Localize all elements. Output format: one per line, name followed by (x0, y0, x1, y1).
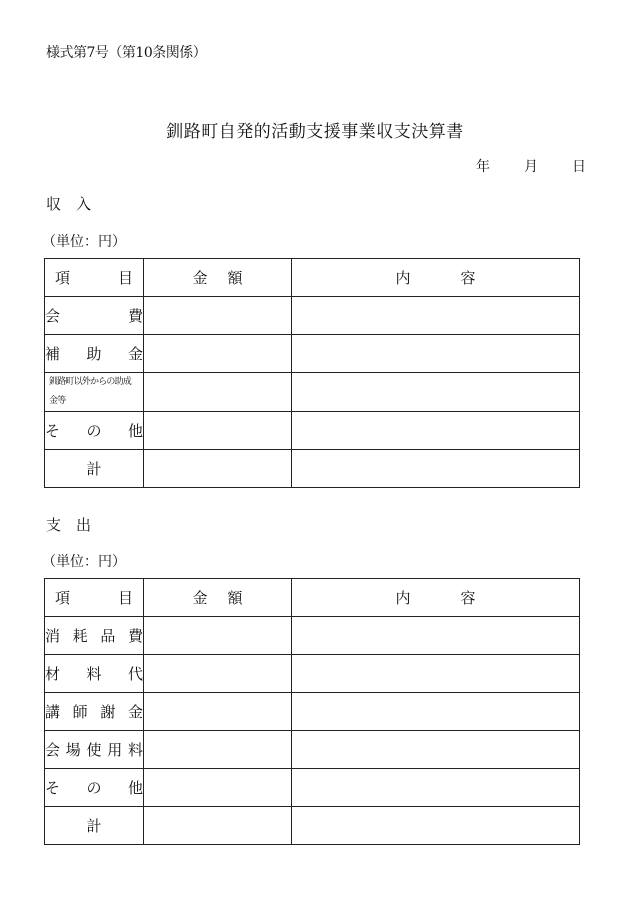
income-header-row (45, 259, 580, 297)
expense-heading: 支出 (46, 516, 107, 534)
expense-amount-cell[interactable] (144, 617, 292, 655)
income-table (44, 258, 580, 488)
expense-total-label: 計 (45, 807, 144, 845)
form-number: 様式第7号（第10条関係） (46, 45, 207, 61)
income-category-cell: 会費 (45, 297, 144, 335)
expense-category-cell: 講師謝金 (45, 693, 144, 731)
table-row (45, 412, 580, 450)
date-year-label: 年 (476, 159, 490, 175)
income-header-item-1: 項 (55, 269, 71, 287)
expense-category-cell: 材料代 (45, 655, 144, 693)
income-amount-cell[interactable] (144, 373, 292, 412)
expense-header-row (45, 579, 580, 617)
income-header-amount: 金額 (144, 259, 292, 297)
table-row (45, 731, 580, 769)
income-category-cell: その他 (45, 412, 144, 450)
expense-table (44, 578, 580, 845)
expense-header-amount: 金額 (144, 579, 292, 617)
expense-amount-cell[interactable] (144, 655, 292, 693)
expense-header-content: 内容 (292, 579, 580, 617)
table-row (45, 693, 580, 731)
income-amount-cell[interactable] (144, 412, 292, 450)
income-content-cell[interactable] (292, 450, 580, 488)
income-header-item (45, 259, 144, 297)
income-content-cell[interactable] (292, 373, 580, 412)
date-day-label: 日 (572, 159, 586, 175)
expense-category-cell: 会場使用料 (45, 731, 144, 769)
expense-header-item-1: 項 (55, 589, 71, 607)
income-amount-cell[interactable] (144, 297, 292, 335)
income-header-item-2: 目 (117, 269, 133, 287)
table-row (45, 769, 580, 807)
expense-unit-note: （単位：円） (42, 554, 126, 570)
table-row (45, 373, 580, 412)
income-category-cell: 釧路町以外からの助成金等 (45, 373, 144, 412)
expense-category-cell: その他 (45, 769, 144, 807)
table-row (45, 335, 580, 373)
income-amount-cell[interactable] (144, 335, 292, 373)
income-content-cell[interactable] (292, 335, 580, 373)
expense-content-cell[interactable] (292, 807, 580, 845)
expense-header-item (45, 579, 144, 617)
expense-content-cell[interactable] (292, 655, 580, 693)
document-title: 釧路町自発的活動支援事業収支決算書 (166, 122, 464, 142)
expense-amount-cell[interactable] (144, 807, 292, 845)
date-line (476, 156, 586, 176)
income-amount-cell[interactable] (144, 450, 292, 488)
date-month-label: 月 (524, 159, 538, 175)
table-row (45, 297, 580, 335)
table-row (45, 807, 580, 845)
income-category-cell: 補助金 (45, 335, 144, 373)
expense-category-cell: 消耗品費 (45, 617, 144, 655)
income-heading: 収入 (46, 195, 107, 213)
table-row (45, 450, 580, 488)
income-unit-note: （単位：円） (42, 234, 126, 250)
income-total-label: 計 (45, 450, 144, 488)
expense-header-item-2: 目 (117, 589, 133, 607)
income-content-cell[interactable] (292, 297, 580, 335)
table-row (45, 617, 580, 655)
expense-content-cell[interactable] (292, 769, 580, 807)
expense-amount-cell[interactable] (144, 769, 292, 807)
income-content-cell[interactable] (292, 412, 580, 450)
expense-amount-cell[interactable] (144, 693, 292, 731)
income-header-content: 内容 (292, 259, 580, 297)
table-row (45, 655, 580, 693)
expense-content-cell[interactable] (292, 693, 580, 731)
expense-content-cell[interactable] (292, 617, 580, 655)
expense-amount-cell[interactable] (144, 731, 292, 769)
expense-content-cell[interactable] (292, 731, 580, 769)
